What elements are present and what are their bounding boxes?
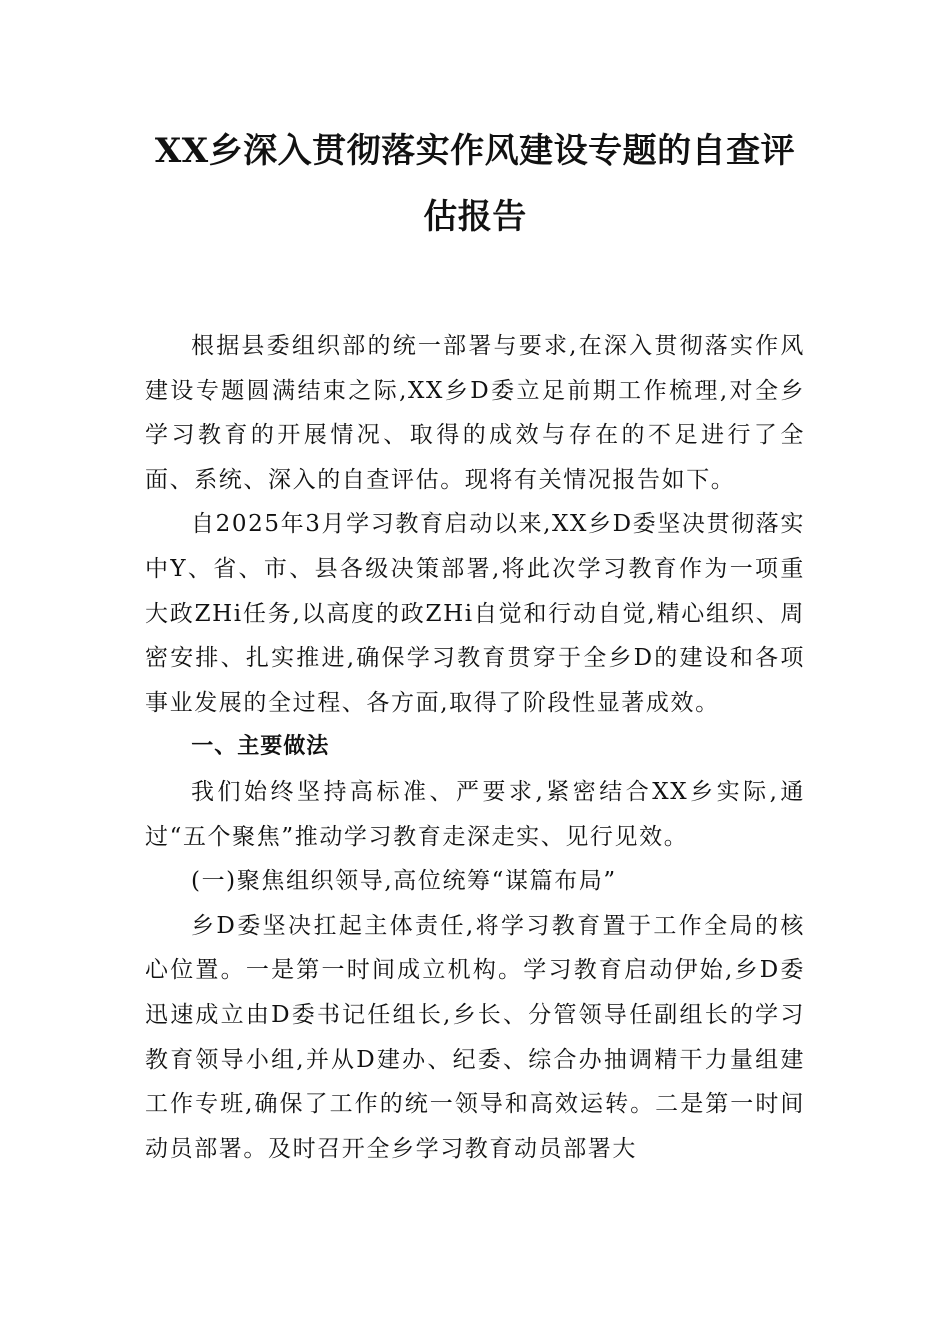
intro-paragraph: 根据县委组织部的统一部署与要求,在深入贯彻落实作风建设专题圆满结束之际,XX乡D委立足前期工作梳理,对全乡学习教育的开展情况、取得的成效与存在的不足进行了全面、系统、深入的自查评估。现将有关情况报告如下。 [145, 333, 805, 493]
section-heading-main-practices: 一、主要做法 [191, 734, 330, 760]
subsection-heading-organization: (一)聚焦组织领导,高位统筹“谋篇布局” [191, 868, 617, 895]
background-paragraph: 自2025年3月学习教育启动以来,XX乡D委坚决贯彻落实中Y、省、市、县各级决策部署,将此次学习教育作为一项重大政ZHi任务,以高度的政ZHi自觉和行动自觉,精心组织、周密安排、扎实推进,确保学习教育贯穿于全乡D的建设和各项事业发展的全过程、各方面,取得了阶段性显著成效。 [145, 511, 805, 716]
document-title: XX乡深入贯彻落实作风建设专题的自查评估报告 [154, 131, 796, 237]
subsection-body-paragraph: 乡D委坚决扛起主体责任,将学习教育置于工作全局的核心位置。一是第一时间成立机构。学习教育启动伊始,乡D委迅速成立由D委书记任组长,乡长、分管领导任副组长的学习教育领导小组,并从D建办、纪委、综合办抽调精干力量组建工作专班,确保了工作的统一领导和高效运转。二是第一时间动员部署。及时召开全乡学习教育动员部署大 [145, 912, 805, 1162]
document-body [145, 324, 805, 1171]
section-intro-paragraph: 我们始终坚持高标准、严要求,紧密结合XX乡实际,通过“五个聚焦”推动学习教育走深走实、见行见效。 [145, 778, 805, 850]
